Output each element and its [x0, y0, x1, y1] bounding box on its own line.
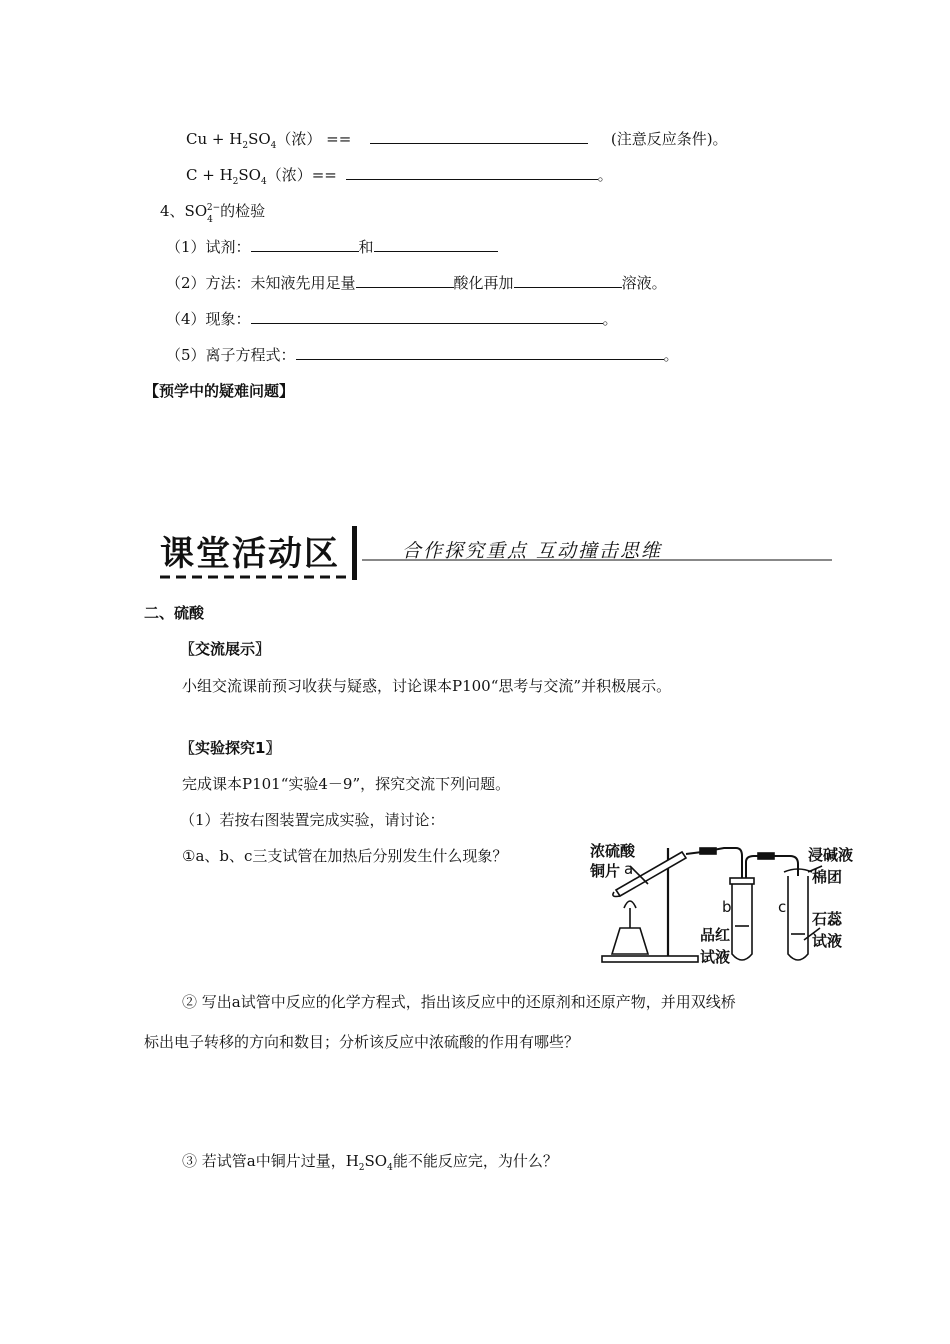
label-conc-acid: 浓硫酸 [590, 842, 636, 860]
so4-item4 [166, 308, 618, 329]
c-reaction-suffix: （浓）== [266, 166, 337, 184]
q3-sub2: 4 [387, 1163, 393, 1173]
item1-mid: 和 [358, 238, 374, 256]
label-b: b [722, 898, 732, 916]
label-cotton: 棉团 [812, 868, 843, 886]
cu-reaction-sub2: 4 [270, 141, 277, 151]
apparatus-diagram [590, 836, 860, 972]
q3-prefix: ③ 若试管a中铜片过量，H [182, 1152, 359, 1170]
item2-label: （2）方法：未知液先用足量 [166, 274, 356, 292]
c-reaction-prefix: C + H [186, 166, 233, 184]
c-reaction-sub2: 4 [260, 177, 267, 187]
exchange-heading: 〖交流展示〗 [180, 640, 271, 658]
label-base-soaked: 浸碱液 [808, 846, 854, 864]
label-c: c [778, 898, 787, 916]
item2-blank-solution[interactable] [514, 273, 622, 288]
label-litmus: 石蕊 [812, 910, 843, 928]
so4-item2 [166, 272, 667, 293]
banner [156, 522, 832, 584]
so4-heading-sup: 2− [206, 203, 221, 213]
item4-blank-phenomenon[interactable] [251, 309, 603, 324]
q3-sub: 2 [358, 1163, 365, 1173]
cu-reaction-line [186, 128, 728, 151]
label-a: a [624, 860, 634, 878]
item1-label: （1）试剂： [166, 238, 251, 256]
so4-test-heading [160, 200, 265, 223]
exp-text: 完成课本P101“实验4－9”，探究交流下列问题。 [182, 775, 511, 793]
question-3 [182, 1150, 558, 1173]
q3-rest: 能不能反应完，为什么？ [392, 1152, 558, 1170]
so4-item1 [166, 236, 498, 257]
so4-heading-num: 4、SO [160, 202, 208, 220]
cu-reaction-blank[interactable] [370, 129, 588, 144]
question-1: （1）若按右图装置完成实验，请讨论： [180, 811, 445, 829]
item2-mid: 酸化再加 [453, 274, 514, 292]
so4-item5 [166, 344, 679, 365]
so4-heading-sub: 4 [207, 215, 213, 225]
c-reaction-line [186, 164, 613, 187]
banner-subtitle: 合作探究重点 互动撞击思维 [402, 540, 663, 562]
item5-end: 。 [663, 346, 679, 364]
section2-heading: 二、硫酸 [144, 604, 205, 622]
exchange-text: 小组交流课前预习收获与疑惑，讨论课本P100“思考与交流”并积极展示。 [182, 677, 672, 695]
item2-blank-acid[interactable] [356, 273, 454, 288]
cu-reaction-prefix: Cu + H [186, 130, 243, 148]
item5-label: （5）离子方程式： [166, 346, 296, 364]
c-reaction-end: 。 [597, 166, 613, 184]
cu-reaction-suffix: （浓） == [276, 130, 352, 148]
item2-end: 溶液。 [621, 274, 667, 292]
question-2-line2: 标出电子转移的方向和数目；分析该反应中浓硫酸的作用有哪些？ [144, 1033, 580, 1051]
difficulty-heading: 【预学中的疑难问题】 [144, 382, 295, 400]
item1-blank-reagent1[interactable] [251, 237, 359, 252]
c-reaction-mid: SO [238, 166, 261, 184]
item1-blank-reagent2[interactable] [374, 237, 498, 252]
question-2-line1: ② 写出a试管中反应的化学方程式，指出该反应中的还原剂和还原产物，并用双线桥 [182, 993, 736, 1011]
cu-reaction-note: (注意反应条件)。 [610, 130, 728, 148]
item5-blank-equation[interactable] [296, 345, 664, 360]
c-reaction-blank[interactable] [346, 165, 598, 180]
item4-end: 。 [602, 310, 618, 328]
q3-mid: SO [364, 1152, 388, 1170]
banner-title: 课堂活动区 [160, 534, 340, 574]
label-pinhong-2: 试液 [700, 948, 731, 966]
cu-reaction-mid: SO [248, 130, 271, 148]
label-pinhong: 品红 [700, 926, 731, 944]
label-copper: 铜片 [590, 862, 621, 880]
item4-label: （4）现象： [166, 310, 251, 328]
cu-reaction-sub: 2 [242, 141, 249, 151]
question-1a: ①a、b、c三支试管在加热后分别发生什么现象？ [182, 847, 508, 865]
so4-heading-rest: 的检验 [220, 202, 266, 220]
label-litmus-2: 试液 [812, 932, 843, 950]
c-reaction-sub: 2 [232, 177, 239, 187]
exp-heading: 〖实验探究1〗 [180, 739, 281, 757]
